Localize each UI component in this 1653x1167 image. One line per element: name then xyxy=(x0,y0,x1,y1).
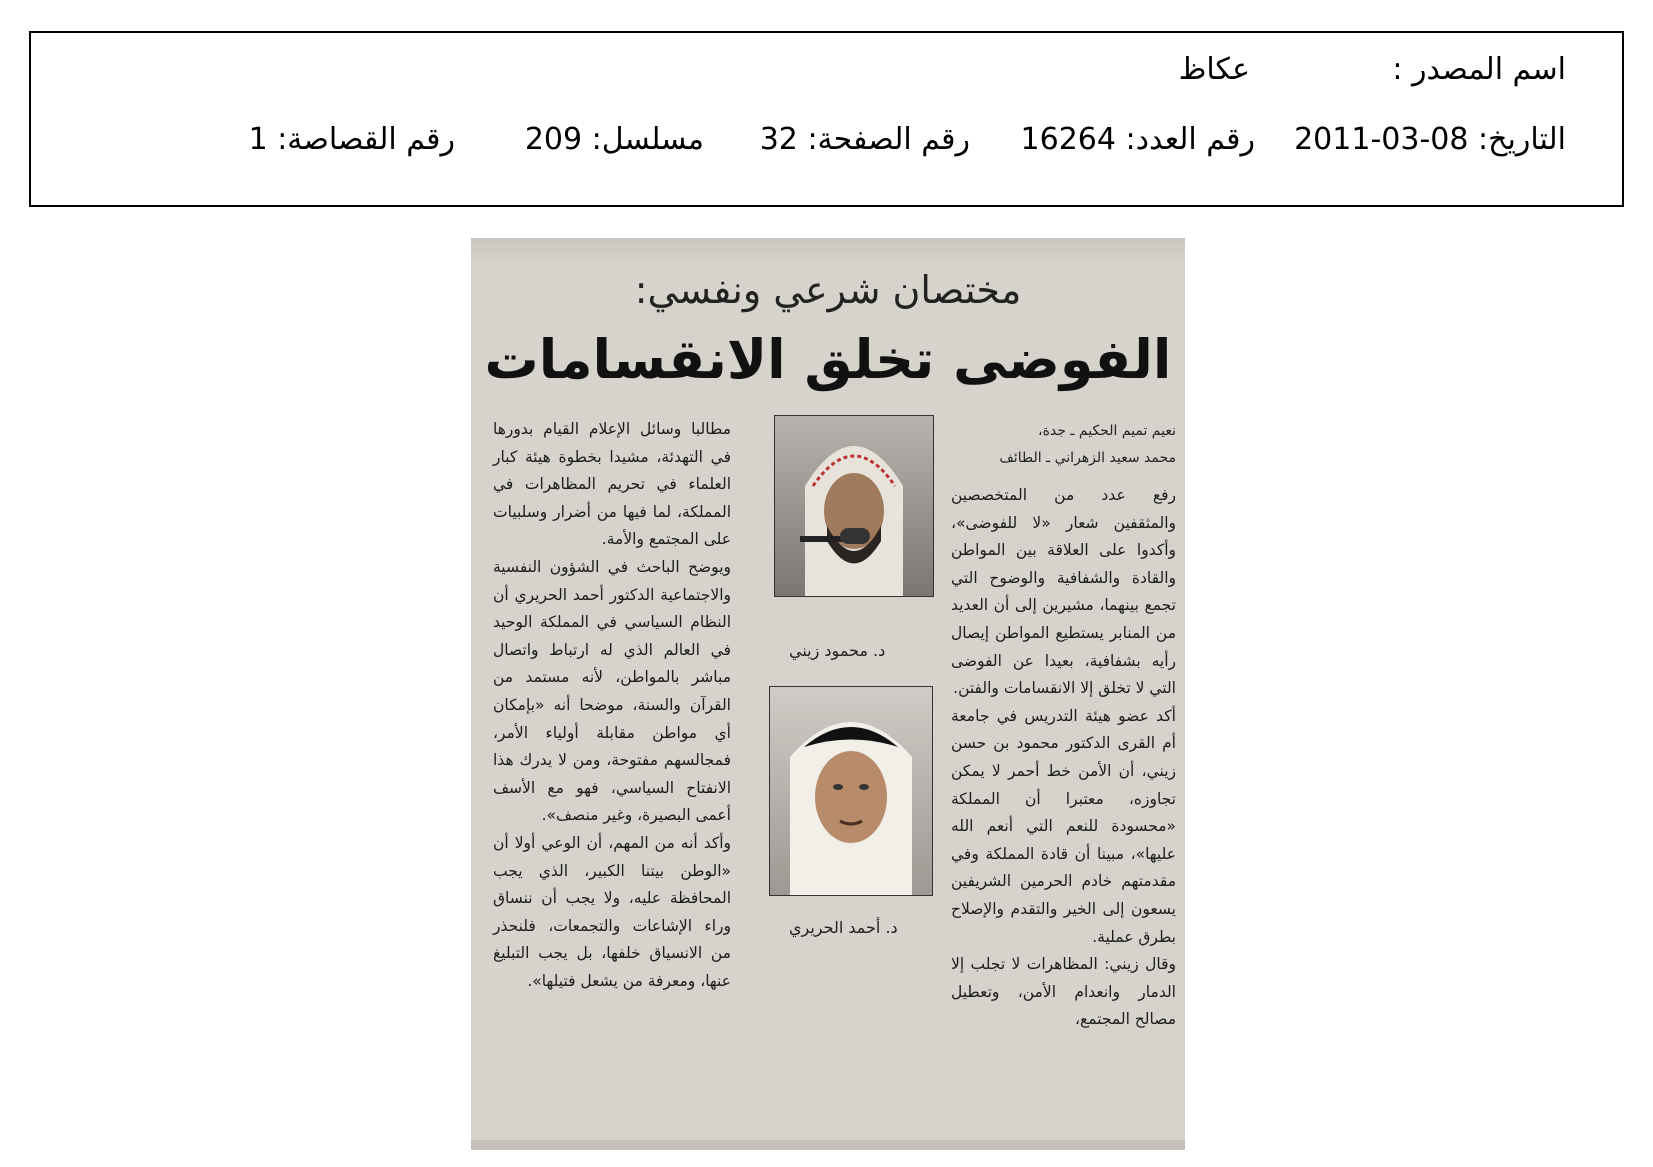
paragraph: أكد عضو هيئة التدريس في جامعة أم القرى الدكتور محمود بن حسن زيني، أن الأمن خط أحمر لا يمكن تجاوزه، معتبرا أن المملكة «محسودة للنعم التي أنعم الله عليها»، مبينا أن قادة المملكة وفي مقدمتهم خادم الحرمين الشريفين يسعون إلى الخير والتقدم والإصلاح بطرق عملية. xyxy=(951,706,1176,946)
clip-info-box xyxy=(29,31,1624,207)
date-field: التاريخ: 08-03-2011 xyxy=(1294,122,1566,157)
bottom-bleed xyxy=(471,1140,1185,1150)
paragraph: وقال زيني: المظاهرات لا تجلب إلا الدمار وانعدام الأمن، وتعطيل مصالح المجتمع، xyxy=(951,955,1176,1029)
clip-number-field: رقم القصاصة: 1 xyxy=(248,122,455,157)
caption-photo-2: د. أحمد الحريري xyxy=(789,918,898,937)
paragraph: مطالبا وسائل الإعلام القيام بدورها في التهدئة، مشيدا بخطوة هيئة كبار العلماء في تحريم المظاهرات في المملكة، لما فيها من أضرار وسلبيات على المجتمع والأمة. xyxy=(493,420,731,549)
photo-ahmed-alhariri xyxy=(769,686,933,896)
byline-1: نعيم تميم الحكيم ـ جدة، xyxy=(1038,423,1176,439)
article-kicker: مختصان شرعي ونفسي: xyxy=(634,268,1022,312)
serial-field: مسلسل: 209 xyxy=(524,122,704,157)
photo-mahmoud-zaini xyxy=(774,415,934,597)
paragraph: رفع عدد من المتخصصين والمثقفين شعار «لا للفوضى»، وأكدوا على العلاقة بين المواطن والقادة والشفافية والوضوح التي تجمع بينهما، مشيرين إلى أن العديد من المنابر يستطيع المواطن إيصال رأيه بشفافية، بعيدا عن الفوضى التي لا تخلق إلا الانقسامات والفتن. xyxy=(951,486,1176,698)
article-headline: الفوضى تخلق الانقسامات xyxy=(484,328,1172,391)
byline-2: محمد سعيد الزهراني ـ الطائف xyxy=(999,450,1176,466)
caption-photo-1: د. محمود زيني xyxy=(789,641,886,660)
paragraph: ويوضح الباحث في الشؤون النفسية والاجتماعية الدكتور أحمد الحريري أن النظام السياسي في المملكة الوحيد في العالم الذي له ارتباط واتصال مباشر بالمواطن، لأنه مستمد من القرآن والسنة، موضحا أنه «بإمكان أي مواطن مقابلة أولياء الأمر، فمجالسهم مفتوحة، ومن لا يدرك هذا الانفتاح السياسي، فهو مع الأسف أعمى البصيرة، وغير منصف». xyxy=(493,557,731,825)
issue-field: رقم العدد: 16264 xyxy=(1020,122,1255,157)
source-value: عكاظ xyxy=(1178,52,1250,87)
newspaper-clipping xyxy=(471,238,1185,1150)
top-bleed xyxy=(471,238,1185,266)
left-column xyxy=(493,416,731,995)
right-column xyxy=(951,418,1176,1034)
paragraph: وأكد أنه من المهم، أن الوعي أولا أن «الوطن بيتنا الكبير، الذي يجب المحافظة عليه، ولا يجب أن ننساق وراء الإشاعات والتجمعات، فلنحذر من الانسياق خلفها، بل يجب التبليغ عنها، ومعرفة من يشعل فتيلها». xyxy=(493,833,731,990)
page-field: رقم الصفحة: 32 xyxy=(759,122,970,157)
source-label: اسم المصدر : xyxy=(1392,52,1566,87)
